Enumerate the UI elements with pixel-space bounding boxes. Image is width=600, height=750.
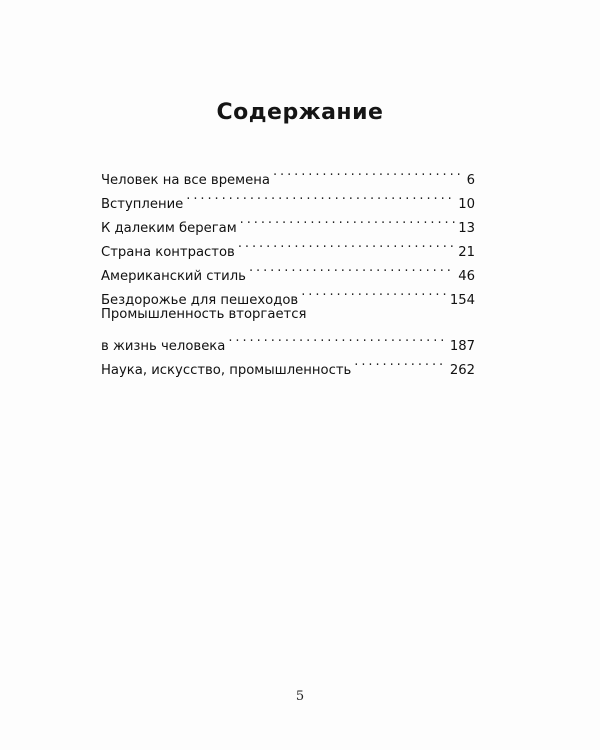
toc-entry-label: Человек на все времена xyxy=(101,173,270,188)
table-of-contents xyxy=(101,160,475,378)
toc-entry xyxy=(101,232,475,260)
toc-entry-label: Страна контрастов xyxy=(101,245,235,260)
page-number: 5 xyxy=(295,689,305,704)
toc-entry-label: К далеким берегам xyxy=(101,221,237,236)
toc-entry-page: 10 xyxy=(458,197,475,212)
toc-entry xyxy=(101,256,475,284)
dot-leader xyxy=(249,256,455,280)
dot-leader xyxy=(238,232,455,256)
toc-entry-label: Бездорожье для пешеходов xyxy=(101,293,299,308)
toc-entry xyxy=(101,350,475,378)
dot-leader xyxy=(301,280,447,304)
toc-entry-label-line1: Промышленность вторгается xyxy=(101,307,307,322)
dot-leader xyxy=(240,208,456,232)
toc-entry xyxy=(101,208,475,236)
toc-entry-page: 6 xyxy=(466,173,475,188)
dot-leader xyxy=(186,184,455,208)
toc-entry-page: 13 xyxy=(458,221,475,236)
toc-entry xyxy=(101,160,475,188)
dot-leader xyxy=(273,160,464,184)
toc-entry-page: 21 xyxy=(458,245,475,260)
toc-entry-label: Наука, искусство, промышленность xyxy=(101,363,352,378)
toc-entry-label: Вступление xyxy=(101,197,184,212)
toc-entry-page: 262 xyxy=(449,363,475,378)
toc-entry xyxy=(101,280,475,308)
page-title: Содержание xyxy=(216,100,384,125)
dot-leader xyxy=(354,350,447,374)
toc-entry xyxy=(101,304,475,354)
toc-entry-label: Американский стиль xyxy=(101,269,246,284)
toc-entry-page: 46 xyxy=(458,269,475,284)
toc-entry-label: в жизнь человека xyxy=(101,339,226,354)
toc-entry xyxy=(101,184,475,212)
toc-entry-page: 154 xyxy=(449,293,475,308)
dot-leader xyxy=(228,326,446,350)
toc-entry-page: 187 xyxy=(449,339,475,354)
